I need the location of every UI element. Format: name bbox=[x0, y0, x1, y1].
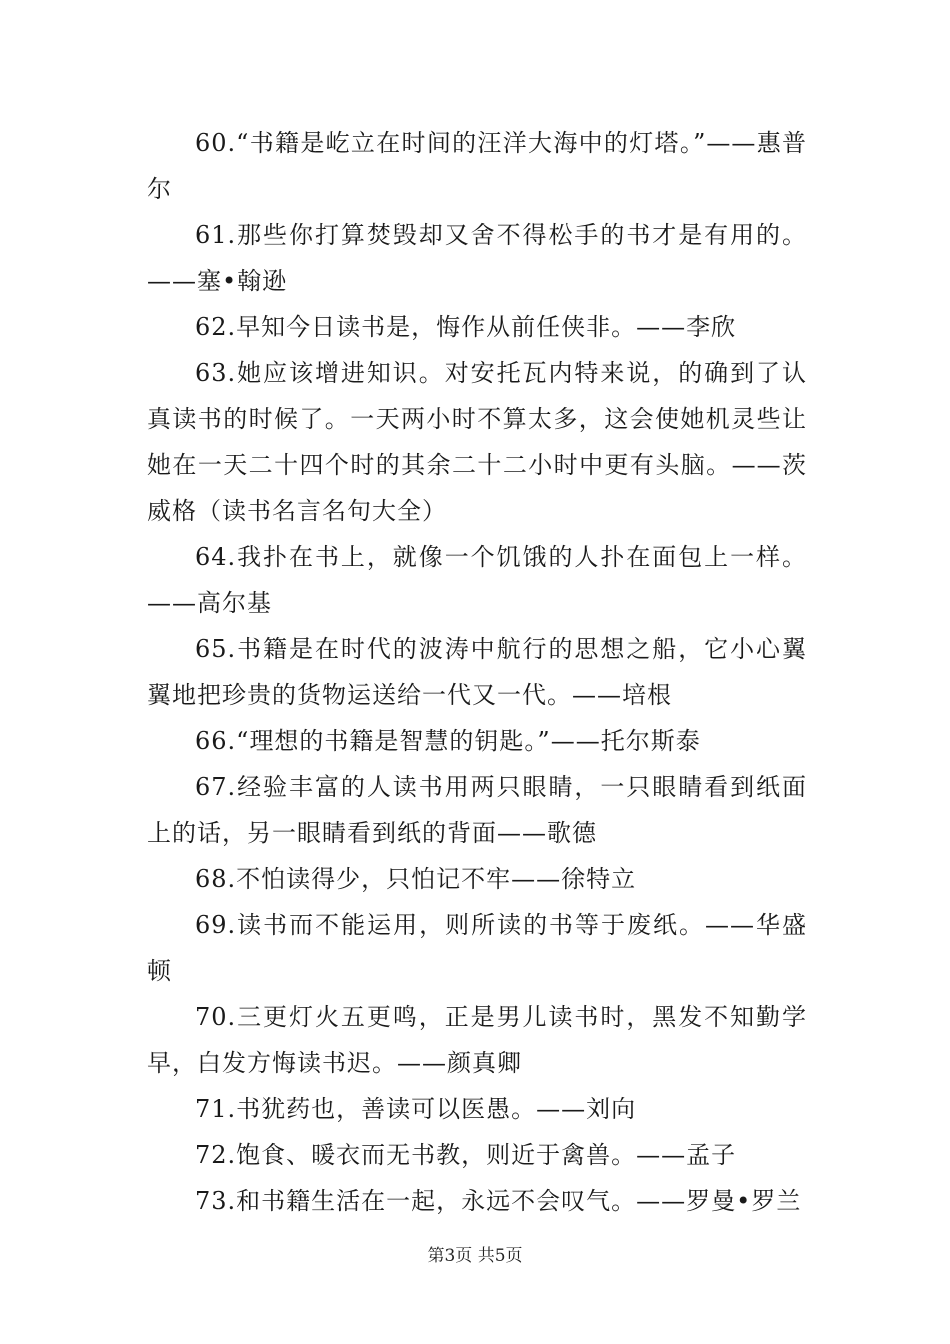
quote-entry: 73.和书籍生活在一起，永远不会叹气。——罗曼•罗兰 bbox=[195, 1187, 802, 1215]
quote-entry: 68.不怕读得少，只怕记不牢——徐特立 bbox=[195, 865, 637, 893]
quote-entry: 71.书犹药也，善读可以医愚。——刘向 bbox=[195, 1095, 637, 1123]
quote-entry: 64.我扑在书上，就像一个饥饿的人扑在面包上一样。——高尔基 bbox=[147, 543, 807, 617]
document-body bbox=[147, 120, 807, 1224]
quote-entry: 60.“书籍是屹立在时间的汪洋大海中的灯塔。”——惠普尔 bbox=[147, 129, 807, 203]
quote-entry: 62.早知今日读书是，悔作从前任侠非。——李欣 bbox=[195, 313, 737, 341]
quote-entry: 72.饱食、暖衣而无书教，则近于禽兽。——孟子 bbox=[195, 1141, 737, 1169]
quote-entry: 65.书籍是在时代的波涛中航行的思想之船，它小心翼翼地把珍贵的货物运送给一代又一代。——培根 bbox=[147, 635, 807, 709]
page-number-footer: 第3页 共5页 bbox=[427, 1246, 523, 1266]
quote-entry: 69.读书而不能运用，则所读的书等于废纸。——华盛顿 bbox=[147, 911, 807, 985]
quote-entry: 66.“理想的书籍是智慧的钥匙。”——托尔斯泰 bbox=[195, 727, 701, 755]
quote-entry: 70.三更灯火五更鸣，正是男儿读书时，黑发不知勤学早，白发方悔读书迟。——颜真卿 bbox=[147, 1003, 807, 1077]
quote-entry: 63.她应该增进知识。对安托瓦内特来说，的确到了认真读书的时候了。一天两小时不算太多，这会使她机灵些让她在一天二十四个时的其余二十二小时中更有头脑。——茨威格（读书名言名句大全） bbox=[147, 359, 807, 525]
quote-entry: 61.那些你打算焚毁却又舍不得松手的书才是有用的。——塞•翰逊 bbox=[147, 221, 807, 295]
quote-entry: 67.经验丰富的人读书用两只眼睛，一只眼睛看到纸面上的话，另一眼睛看到纸的背面——歌德 bbox=[147, 773, 807, 847]
